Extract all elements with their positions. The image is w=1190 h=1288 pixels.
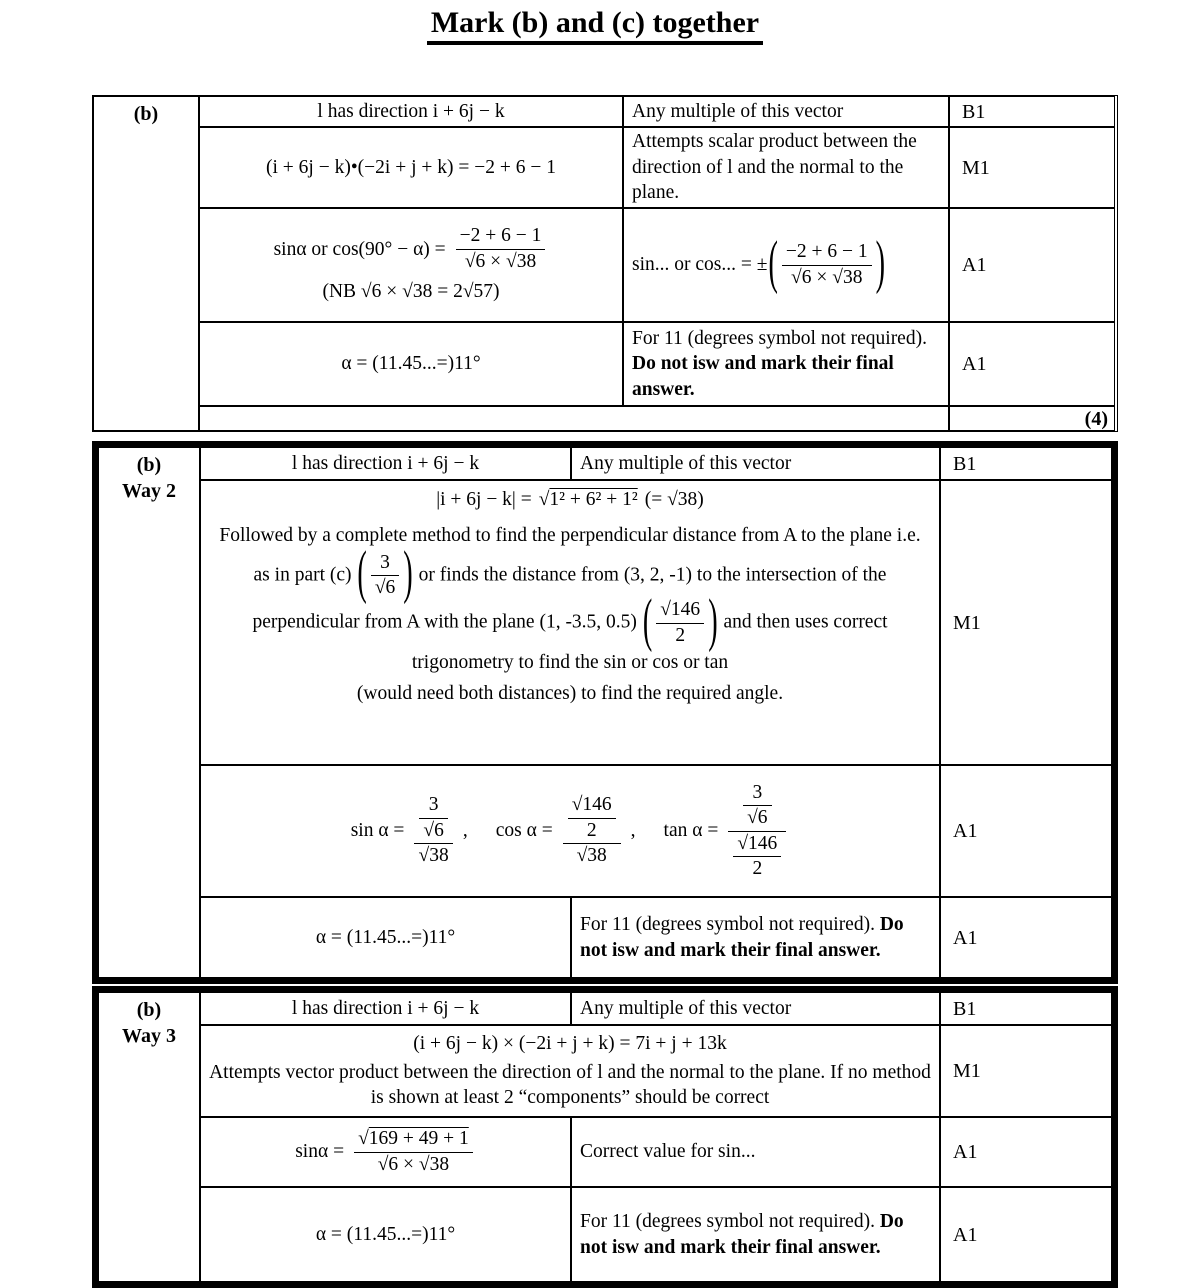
part-label: (b) [136,454,162,476]
notes-cell [571,1187,940,1282]
note-text: Any multiple of this vector [580,997,792,1019]
part-label: (b) [136,999,162,1021]
page-header [0,6,1190,45]
page-title: Mark (b) and (c) together [427,6,763,45]
notes-cell [571,992,940,1025]
mark-b1: B1 [962,100,986,123]
note-text: For 11 (degrees symbol not required). Do not isw and mark their final answer. [580,1211,904,1258]
equation-text: sinα or cos(90° − α) = [273,238,446,260]
big-left-paren: ( [642,589,653,655]
equation-text: tan α = [663,820,719,842]
working-cell [199,96,623,127]
nb-text: (NB √6 × √38 = 2√57) [322,281,500,303]
equation-text: (= √38) [644,489,704,510]
equation [413,1031,726,1056]
notes-cell [623,322,949,406]
sqrt-icon: √ [358,1128,369,1150]
notes-cell [571,447,940,480]
mark-m1: M1 [953,1060,981,1082]
working-cell [199,208,623,322]
working-cell [200,480,940,765]
notes-cell [571,1117,940,1187]
method-description: Followed by a complete method to find the perpendicular distance from A to the plane i.e. as in part (c) ( $\frac{3}{√6}$ ) or finds the distance from (3, 2, -1) to the intersection of the perpendicular from A with the plane (1, -3.5, 0.5) ( $\frac{√146}{2}$ ) and then uses correct trigonometry to find the sin or cos or tan (would need both distances) to find the required angle. [219,525,921,705]
mark-cell [949,127,1115,208]
mark-a1: A1 [953,820,978,842]
part-label-cell [98,992,200,1282]
note-text: Attempts scalar product between the direction of l and the normal to the plane. [632,131,917,204]
notes-cell [623,208,949,322]
working-text: l has direction i + 6j − k [291,997,480,1019]
working-cell [199,127,623,208]
big-left-paren: ( [768,231,778,297]
fraction: $\frac{√169 + 49 + 1}{√6 \times √38}$ [354,1128,473,1176]
note-text: For 11 (degrees symbol not required). Do not isw and mark their final answer. [580,914,904,961]
working-text: l has direction i + 6j − k [317,100,505,122]
notes-cell [571,897,940,978]
note-text: Any multiple of this vector [632,100,844,122]
equation-text: (i + 6j − k) × (−2i + j + k) = 7i + j + 13k [413,1033,727,1055]
fraction: $\frac{-2 + 6 - 1}{√6 \times √38}$ [782,241,872,289]
note-text: Any multiple of this vector [580,452,792,474]
note-text: Correct value for sin... [580,1141,756,1163]
mark-cell [949,208,1115,322]
equation-text: |i + 6j − k| = [436,489,532,510]
working-text: (i + 6j − k)•(−2i + j + k) = −2 + 6 − 1 [266,156,556,178]
working-cell [200,1025,940,1117]
answer-text: α = (11.45...=)11° [315,926,456,948]
mark-cell [940,765,1112,897]
parenthesized-fraction [356,541,413,607]
working-cell [200,1117,571,1187]
working-cell [199,322,623,406]
separator: , [462,820,468,842]
fraction: $\frac{√146}{2}$ [656,599,704,647]
working-cell [200,992,571,1025]
total-marks-cell [949,406,1115,431]
empty-cell [199,406,949,431]
mark-a1: A1 [953,1141,978,1163]
equation-text: sin... or cos... = ± [632,254,768,276]
separator: , [630,820,636,842]
fraction: $\frac{3}{√6}$ [371,552,399,600]
mark-a1: A1 [962,254,987,276]
part-label-cell [93,96,199,431]
mark-b1: B1 [953,997,977,1020]
mark-m1: M1 [962,156,990,179]
method-description: Attempts vector product between the direction of l and the normal to the plane. If no method is shown at least 2 “components” should be correct [209,1061,931,1109]
nb-note [322,279,499,304]
trig-equations [351,782,790,881]
mark-m1: M1 [953,611,981,634]
big-right-paren: ) [708,589,718,655]
mark-a1: A1 [962,353,987,375]
nested-fraction: $\frac{\frac{√146}{2}}{√38}$ [563,794,621,867]
mark-b1: B1 [953,452,977,475]
mark-cell [949,322,1115,406]
mark-cell [940,1187,1112,1282]
equation [295,1128,476,1176]
way-label: Way 3 [122,1025,176,1047]
mark-a1: A1 [953,1223,978,1246]
big-left-paren: ( [357,541,367,607]
mark-cell [940,1025,1112,1117]
equation-text: sinα = [295,1141,345,1163]
mark-cell [940,447,1112,480]
equation [632,231,886,297]
nested-fraction: $\frac{\frac{3}{√6}}{√38}$ [414,794,452,867]
equation [436,487,704,512]
part-label-cell [98,447,200,978]
working-cell [200,1187,571,1282]
working-cell [200,897,571,978]
working-cell [200,447,571,480]
answer-text: α = (11.45...=)11° [315,1223,456,1245]
working-cell [200,765,940,897]
answer-text: α = (11.45...=)11° [341,353,481,375]
part-label: (b) [133,103,159,125]
sqrt-icon: √ [538,489,550,510]
parenthesized-fraction [642,589,719,655]
nested-fraction: $\frac{\frac{3}{√6}}{\frac{√146}{2}}$ [728,782,786,881]
equation-text: cos α = [495,820,553,842]
equation-text: sin α = [350,820,405,842]
fraction: $\frac{-2 + 6 - 1}{√6 \times √38}$ [456,225,546,273]
mark-scheme-table-way3 [92,986,1118,1288]
mark-a1: A1 [953,926,978,949]
radical: √ 1² + 6² + 1² [539,487,638,512]
notes-cell [623,96,949,127]
working-text: l has direction i + 6j − k [291,452,480,474]
way-label: Way 2 [122,480,176,502]
mark-scheme-table-way2 [92,441,1118,984]
total-marks: (4) [1084,407,1108,430]
mark-scheme-table-way1 [92,95,1118,432]
big-right-paren: ) [875,231,886,297]
mark-cell [940,992,1112,1025]
mark-cell [940,897,1112,978]
big-right-paren: ) [403,541,413,607]
mark-cell [940,480,1112,765]
mark-cell [949,96,1115,127]
equation [274,225,549,273]
mark-cell [940,1117,1112,1187]
note-text: For 11 (degrees symbol not required). Do not isw and mark their final answer. [632,327,927,400]
notes-cell [623,127,949,208]
